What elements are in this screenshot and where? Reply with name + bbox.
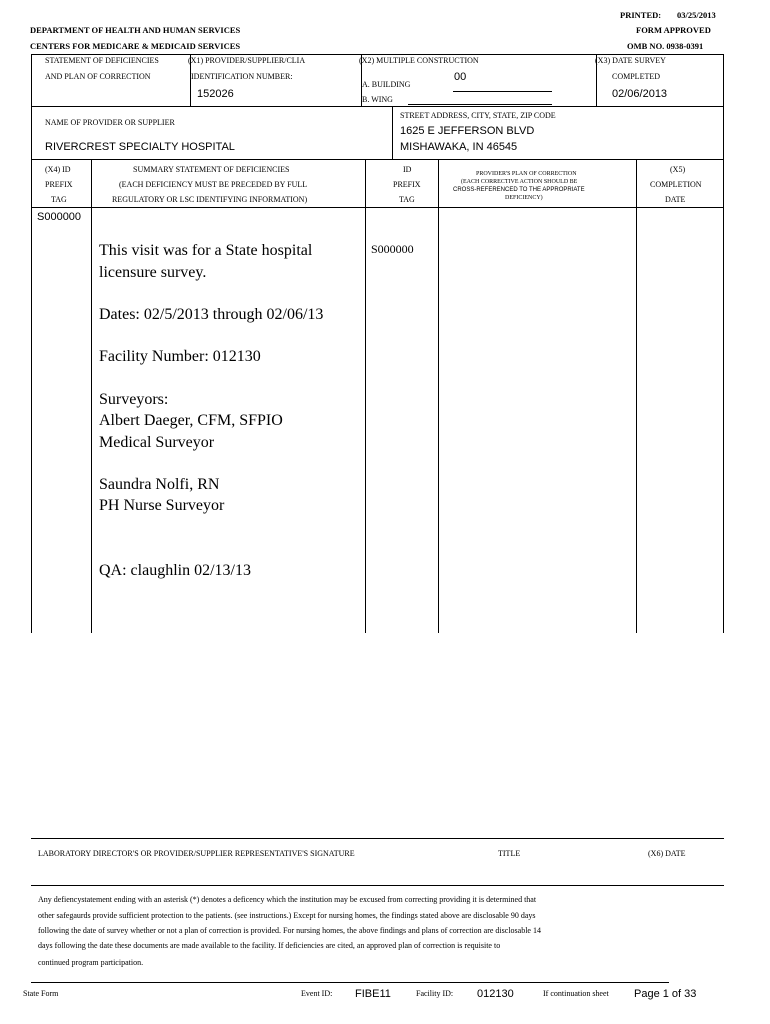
provider-name-label: NAME OF PROVIDER OR SUPPLIER: [45, 118, 175, 127]
state-form-label: State Form: [23, 989, 59, 998]
qa-line: QA: claughlin 02/13/13: [99, 562, 251, 579]
id-header-2: PREFIX: [393, 180, 421, 189]
column-right-border: [723, 159, 724, 633]
box1-bottom-border: [31, 106, 724, 107]
facility-number: Facility Number: 012130: [99, 348, 261, 365]
box2-left-border: [31, 106, 32, 159]
address-street: 1625 E JEFFERSON BLVD: [400, 125, 535, 137]
title-label: TITLE: [498, 849, 521, 858]
surveyor-2-name: Saundra Nolfi, RN: [99, 476, 220, 493]
x4-header-2: PREFIX: [45, 180, 73, 189]
building-value: 00: [454, 71, 467, 83]
disclaimer-line-5: continued program participation.: [38, 958, 144, 967]
disclaimer-line-4: days following the date these documents are made available to the facility. If deficiencies are cited, an approved plan of correction is requisite to: [38, 941, 501, 950]
id-header-3: TAG: [399, 195, 415, 204]
plan-header-1: PROVIDER'S PLAN OF CORRECTION: [476, 171, 577, 177]
x1-label-2: IDENTIFICATION NUMBER:: [191, 72, 293, 81]
disclaimer-line-3: following the date of survey whether or not a plan of correction is provided. For nursing homes, the above findings and plans of correction are disclosable 14: [38, 926, 541, 935]
summary-line-2: licensure survey.: [99, 264, 207, 281]
summary-header-1: SUMMARY STATEMENT OF DEFICIENCIES: [133, 165, 290, 174]
plan-header-3: CROSS-REFERENCED TO THE APPROPRIATE: [453, 187, 585, 193]
disclaimer-line-2: other safegaurds provide sufficient protection to the patients. (see instructions.) Except for nursing homes, the findings stated above are disclosable 90 days: [38, 911, 536, 920]
statement-label-1: STATEMENT OF DEFICIENCIES: [45, 56, 159, 65]
facility-id-value: 012130: [477, 988, 514, 1000]
surveyor-2-title: PH Nurse Surveyor: [99, 497, 225, 514]
x4-header-3: TAG: [51, 195, 67, 204]
page-number: Page 1 of 33: [634, 988, 697, 1000]
prefix-tag: S000000: [37, 211, 82, 223]
surveyor-1-name: Albert Daeger, CFM, SFPIO: [99, 412, 283, 429]
x5-header-1: (X5): [670, 165, 686, 174]
footer-top-border: [31, 982, 669, 983]
address-label: STREET ADDRESS, CITY, STATE, ZIP CODE: [400, 111, 556, 120]
x1-label-1: (X1) PROVIDER/SUPPLIER/CLIA: [188, 56, 306, 65]
facility-id-label: Facility ID:: [416, 989, 454, 998]
column-divider-id: [438, 159, 439, 633]
x3-label-2: COMPLETED: [612, 72, 660, 81]
box1-top-border: [31, 54, 724, 55]
centers-heading: CENTERS FOR MEDICARE & MEDICAID SERVICES: [30, 41, 241, 51]
column-left-border: [31, 159, 32, 633]
survey-dates: Dates: 02/5/2013 through 02/06/13: [99, 306, 324, 323]
x5-header-2: COMPLETION: [650, 180, 702, 189]
box1-right-border: [723, 54, 724, 106]
plan-header-2: (EACH CORRECTIVE ACTION SHOULD BE: [461, 179, 578, 185]
surveyor-1-title: Medical Surveyor: [99, 434, 215, 451]
box2-bottom-border: [31, 159, 724, 160]
id-header-1: ID: [403, 165, 412, 174]
wing-underline: [408, 104, 552, 105]
provider-id-number: 152026: [197, 88, 234, 100]
box2-divider: [392, 106, 393, 159]
column-divider-prefix: [91, 159, 92, 633]
provider-name: RIVERCREST SPECIALTY HOSPITAL: [45, 141, 235, 153]
id-tag: S000000: [371, 242, 414, 256]
department-heading: DEPARTMENT OF HEALTH AND HUMAN SERVICES: [30, 25, 241, 35]
x3-label-1: (X3) DATE SURVEY: [595, 56, 666, 65]
signature-top-border: [31, 838, 724, 839]
surveyors-heading: Surveyors:: [99, 391, 169, 408]
x2-label: (X2) MULTIPLE CONSTRUCTION: [359, 56, 479, 65]
column-divider-plan: [636, 159, 637, 633]
building-label: A. BUILDING: [362, 80, 411, 89]
box2-right-border: [723, 106, 724, 159]
event-id-label: Event ID:: [301, 989, 333, 998]
summary-header-2: (EACH DEFICIENCY MUST BE PRECEDED BY FULL: [119, 180, 308, 189]
form-approved: FORM APPROVED: [636, 25, 711, 35]
event-id-value: FIBE11: [355, 988, 391, 1000]
signature-bottom-border: [31, 885, 724, 886]
x6-date-label: (X6) DATE: [648, 849, 686, 858]
printed-date: 03/25/2013: [677, 10, 716, 20]
column-divider-summary: [365, 159, 366, 633]
wing-label: B. WING: [362, 95, 393, 104]
address-city: MISHAWAKA, IN 46545: [400, 141, 518, 153]
survey-completed-date: 02/06/2013: [612, 88, 668, 100]
plan-header-4: DEFICIENCY): [505, 195, 543, 201]
summary-line-1: This visit was for a State hospital: [99, 242, 313, 259]
building-underline: [453, 91, 552, 92]
x5-header-3: DATE: [665, 195, 686, 204]
disclaimer-line-1: Any defiencystatement ending with an asterisk (*) denotes a deficency which the institution may be excused from correcting providing it is determined that: [38, 895, 537, 904]
director-signature-label: LABORATORY DIRECTOR'S OR PROVIDER/SUPPLIER REPRESENTATIVE'S SIGNATURE: [38, 849, 355, 858]
statement-label-2: AND PLAN OF CORRECTION: [45, 72, 151, 81]
continuation-label: If continuation sheet: [543, 989, 609, 998]
column-header-bottom-border: [31, 207, 724, 208]
omb-number: OMB NO. 0938-0391: [627, 41, 704, 51]
box1-left-border: [31, 54, 32, 106]
x4-header-1: (X4) ID: [45, 165, 71, 174]
printed-label: PRINTED:: [620, 10, 662, 20]
summary-header-3: REGULATORY OR LSC IDENTIFYING INFORMATION): [112, 195, 308, 204]
